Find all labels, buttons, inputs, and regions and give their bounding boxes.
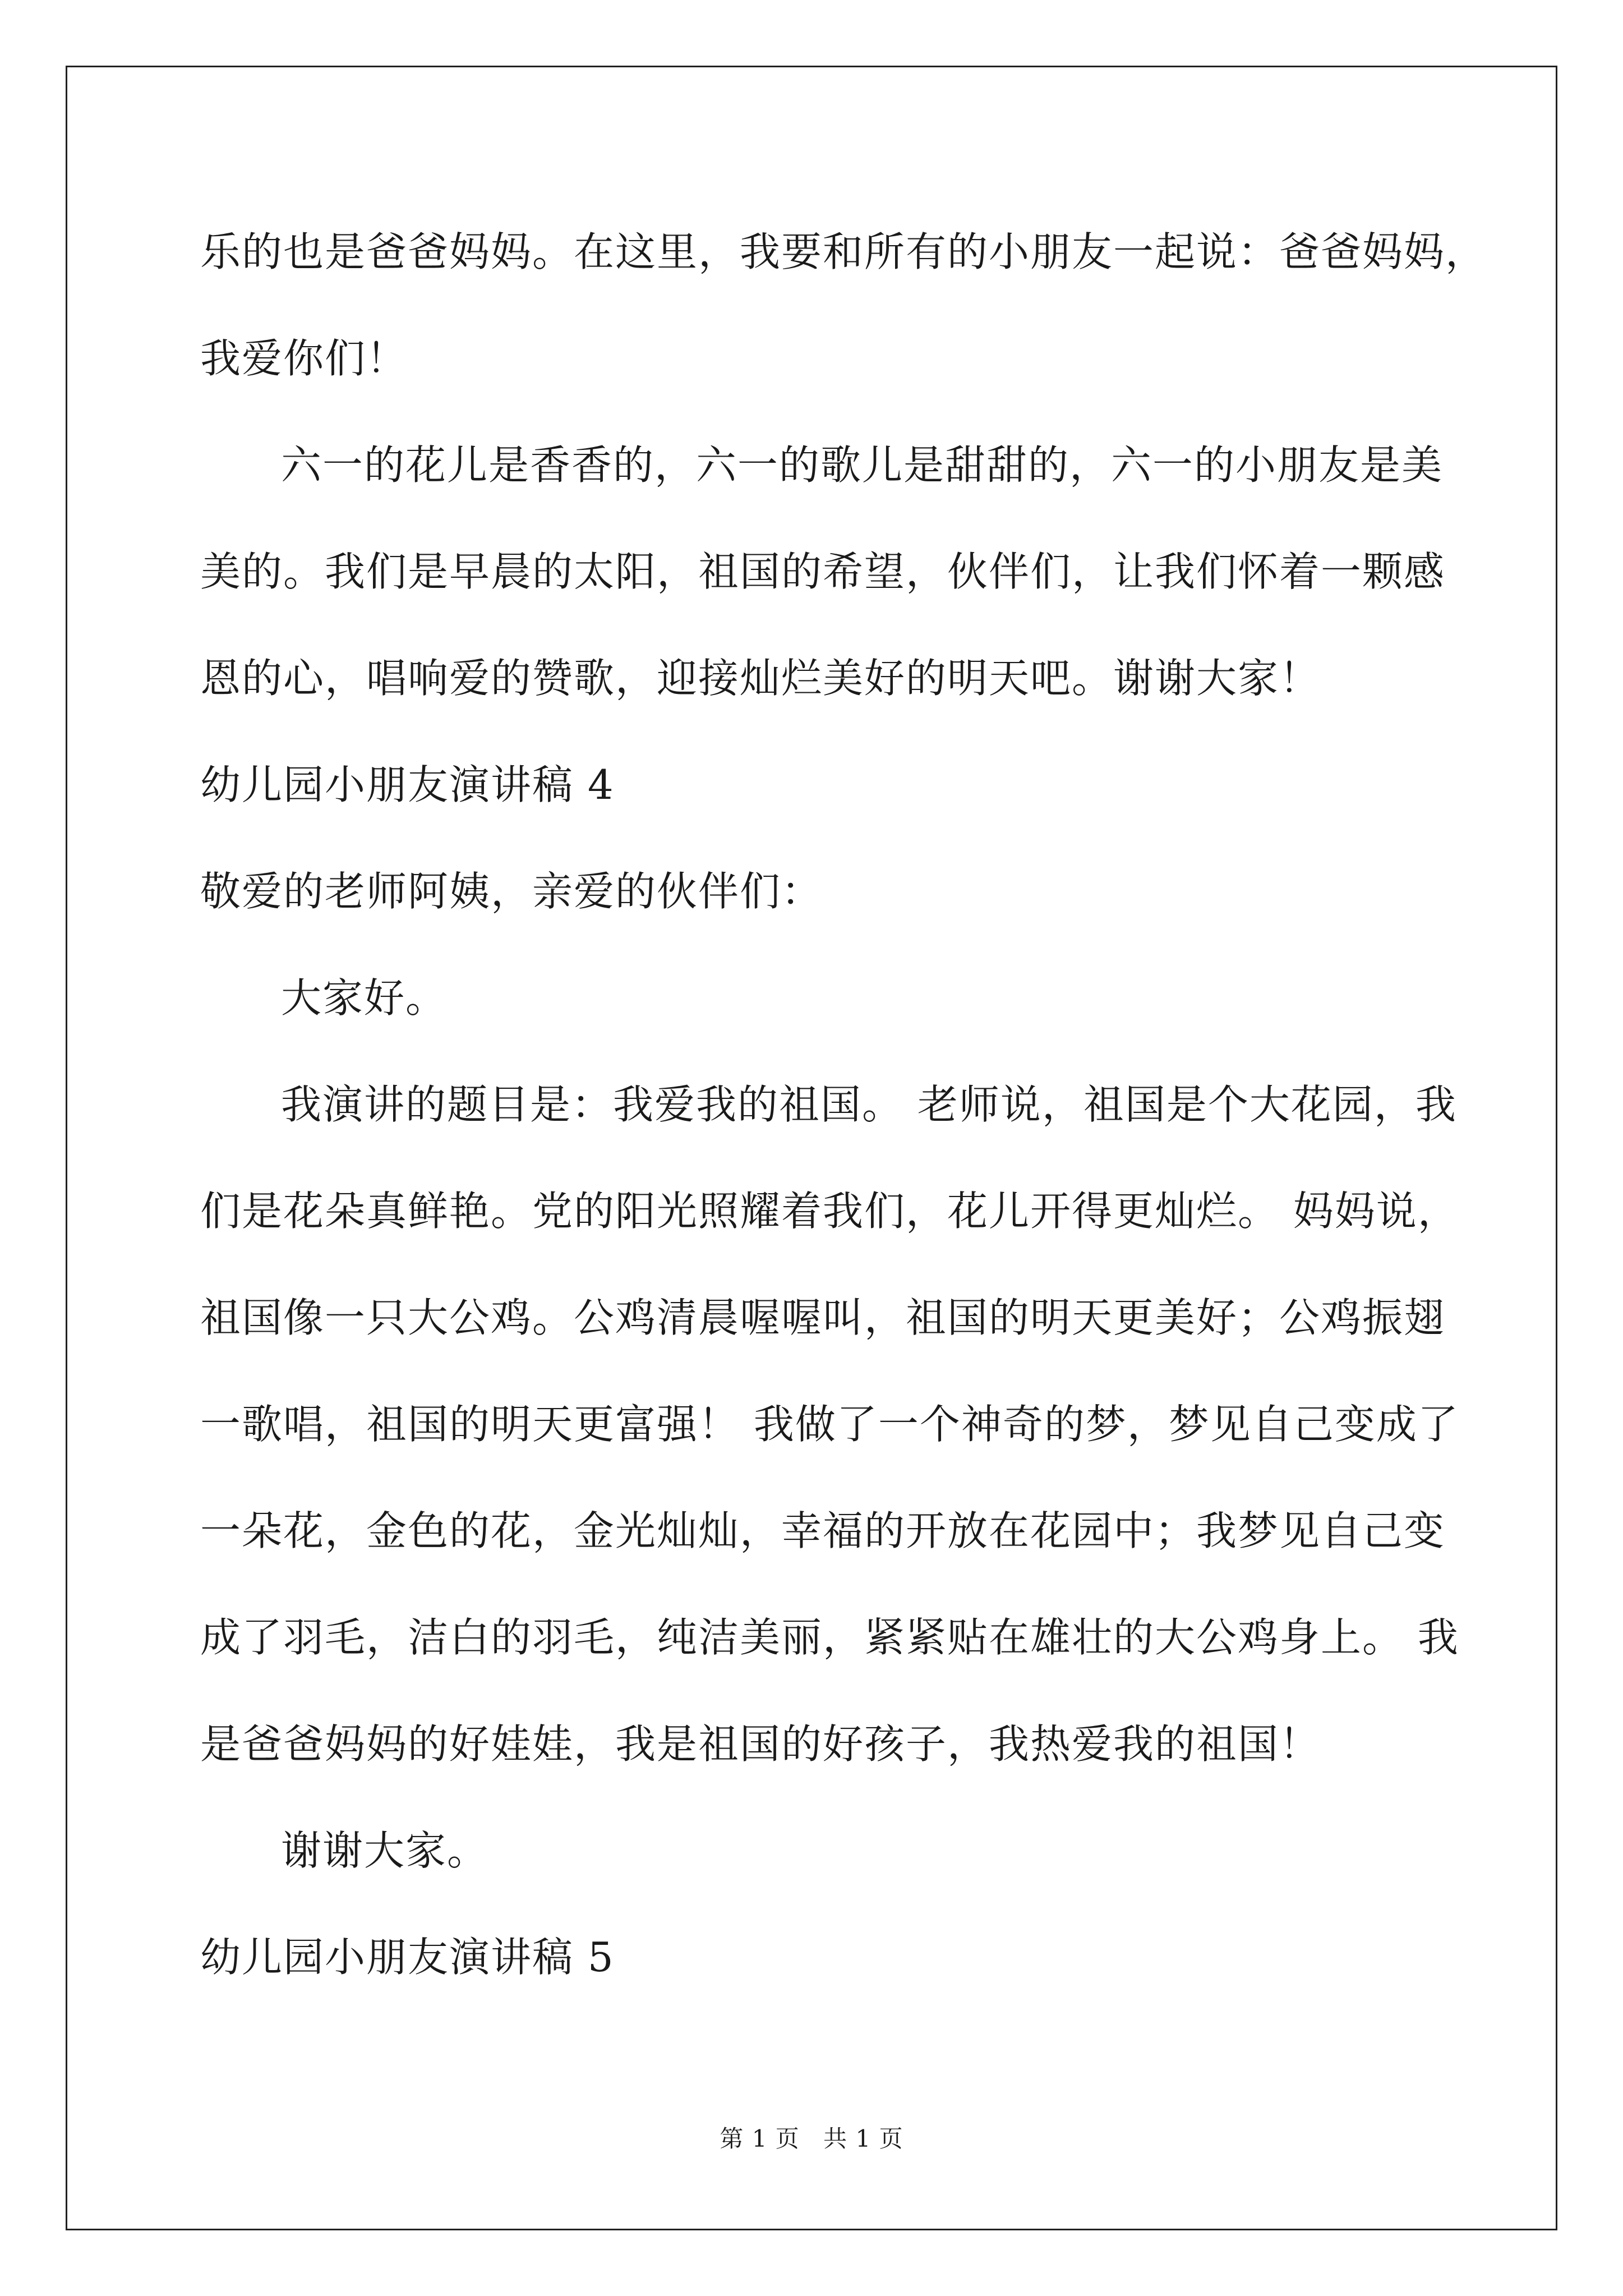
text-line-10: 们是花朵真鲜艳。党的阳光照耀着我们，花儿开得更灿烂。 妈妈说， [200, 1188, 1459, 1235]
page-number-total: 共 1 页 [823, 2125, 903, 2152]
page-footer [0, 2120, 1623, 2154]
section-heading-4: 幼儿园小朋友演讲稿 4 [200, 761, 615, 808]
text-line-14: 成了羽毛，洁白的羽毛，纯洁美丽，紧紧贴在雄壮的大公鸡身上。 我 [200, 1614, 1459, 1661]
text-line-11: 祖国像一只大公鸡。公鸡清晨喔喔叫，祖国的明天更美好；公鸡振翅 [200, 1294, 1446, 1341]
text-line-2: 我爱你们！ [200, 335, 408, 382]
document-body [200, 209, 1487, 2021]
greeting: 大家好。 [281, 974, 448, 1022]
page-number-current: 第 1 页 [720, 2125, 800, 2152]
text-line-1: 乐的也是爸爸妈妈。在这里，我要和所有的小朋友一起说：爸爸妈妈， [200, 228, 1487, 275]
section-heading-5: 幼儿园小朋友演讲稿 5 [200, 1934, 615, 1981]
text-line-5: 恩的心，唱响爱的赞歌，迎接灿烂美好的明天吧。谢谢大家！ [200, 655, 1321, 702]
text-line-15: 是爸爸妈妈的好娃娃，我是祖国的好孩子，我热爱我的祖国！ [200, 1720, 1321, 1768]
text-line-13: 一朵花，金色的花，金光灿灿，幸福的开放在花园中；我梦见自己变 [200, 1507, 1446, 1554]
text-line-12: 一歌唱，祖国的明天更富强！ 我做了一个神奇的梦，梦见自己变成了 [200, 1401, 1459, 1448]
text-line-9: 我演讲的题目是：我爱我的祖国。 老师说，祖国是个大花园，我 [281, 1081, 1457, 1128]
text-line-4: 美的。我们是早晨的太阳，祖国的希望，伙伴们，让我们怀着一颗感 [200, 548, 1446, 595]
closing-thanks: 谢谢大家。 [281, 1827, 489, 1874]
salutation: 敬爱的老师阿姨，亲爱的伙伴们： [200, 868, 823, 915]
text-line-3: 六一的花儿是香香的，六一的歌儿是甜甜的，六一的小朋友是美 [281, 441, 1444, 489]
